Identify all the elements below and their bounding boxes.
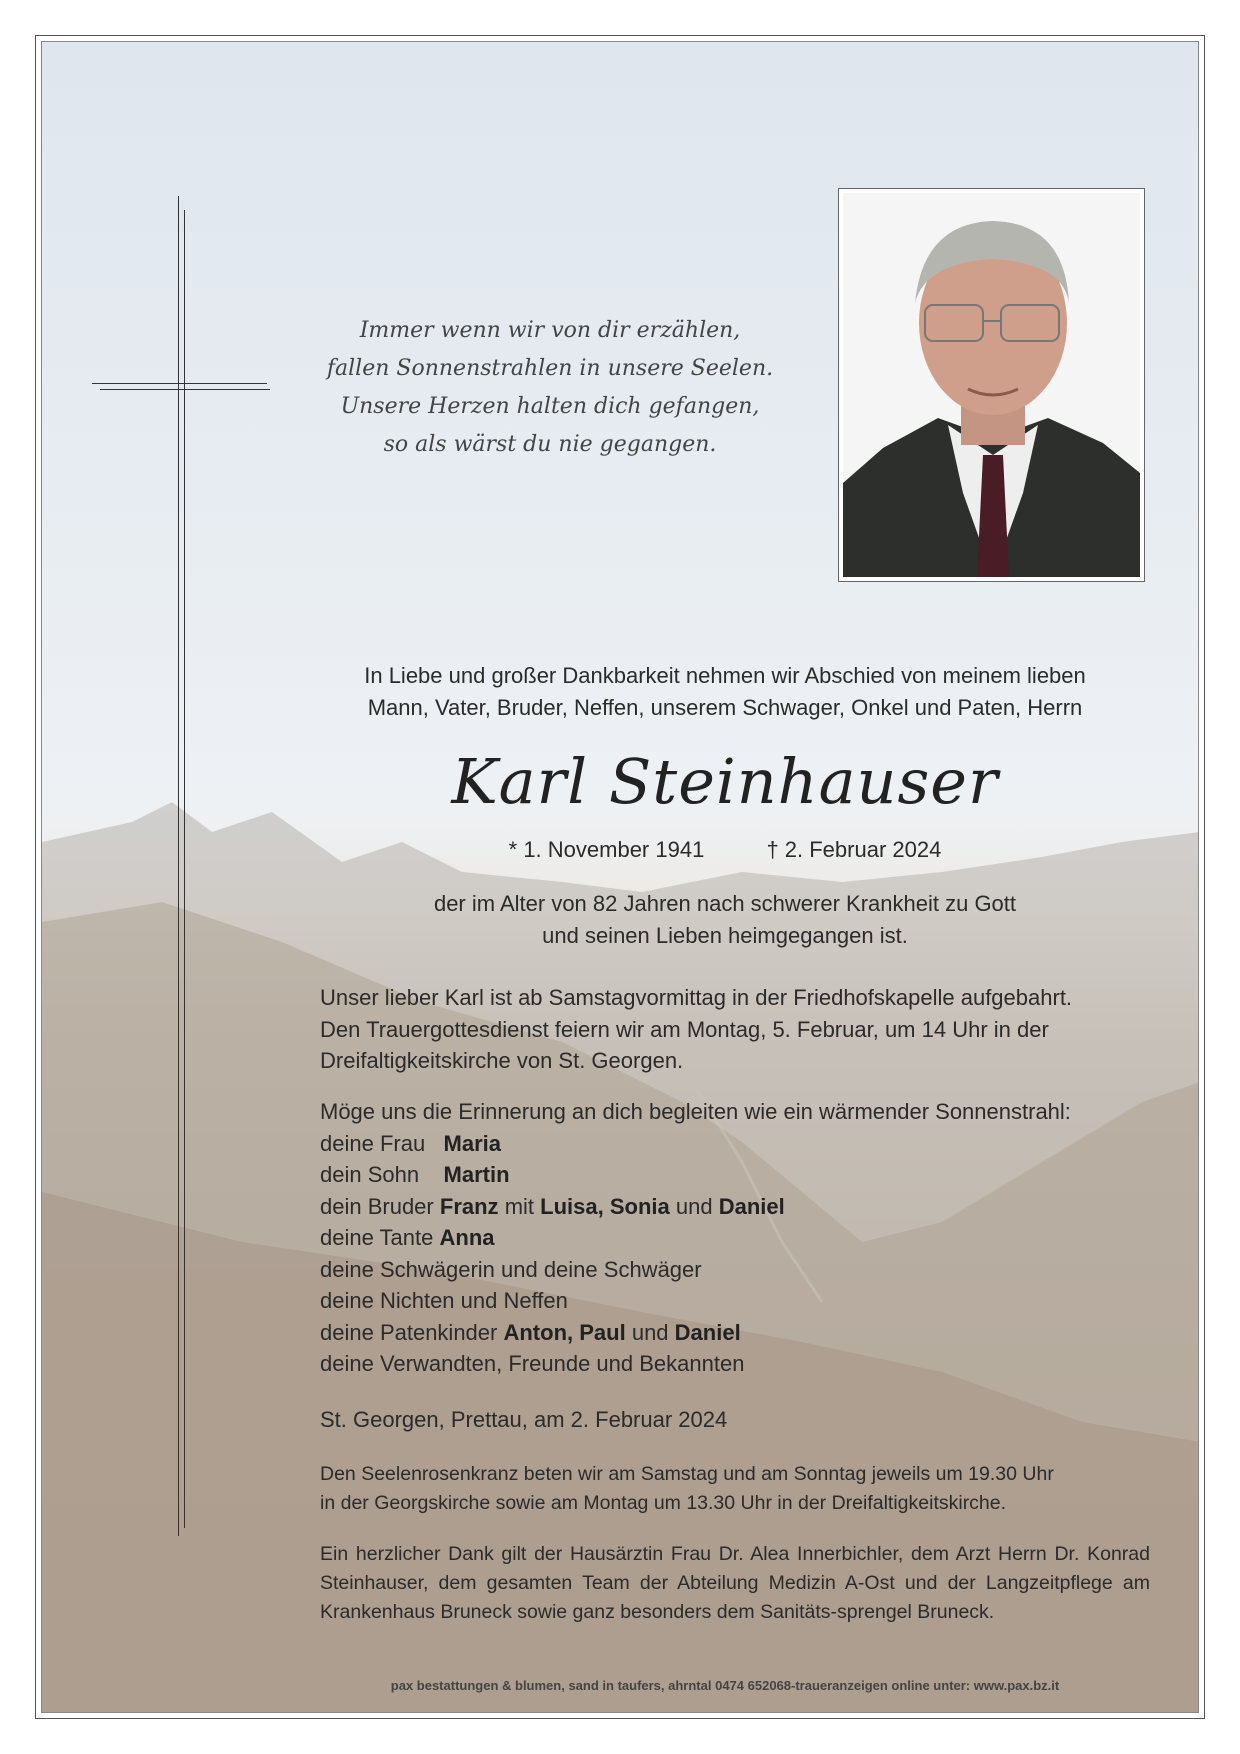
list-item: deine Verwandten, Freunde und Bekannten	[320, 1351, 745, 1376]
mourner-name: Anna	[439, 1225, 495, 1250]
cross-horizontal-line-inner	[100, 389, 270, 390]
mourner-name: Franz	[439, 1193, 499, 1219]
mourners-intro: Möge uns die Erinnerung an dich begleiten wie ein wärmender Sonnenstrahl:	[320, 1099, 1071, 1124]
connector-text: und	[675, 1193, 713, 1219]
passing-line: und seinen Lieben heimgegangen ist.	[542, 923, 908, 948]
passing-text	[300, 888, 1150, 952]
list-item	[320, 1159, 1150, 1191]
portrait-photo	[843, 193, 1140, 577]
list-item	[320, 1128, 1150, 1160]
list-item	[320, 1191, 1150, 1223]
list-item	[320, 1222, 1150, 1254]
passing-line: der im Alter von 82 Jahren nach schwerer Krankheit zu Gott	[433, 891, 1017, 916]
intro-line: Mann, Vater, Bruder, Neffen, unserem Schwager, Onkel und Paten, Herrn	[367, 695, 1083, 720]
intro-text	[300, 660, 1150, 724]
rosary-line: Den Seelenrosenkranz beten wir am Samstag und am Sonntag jeweils um 19.30 Uhr	[320, 1463, 1054, 1485]
intro-line: In Liebe und großer Dankbarkeit nehmen wir Abschied von meinem lieben	[364, 663, 1086, 688]
relation-label: deine Patenkinder	[320, 1319, 498, 1345]
funeral-line: Den Trauergottesdienst feiern wir am Montag, 5. Februar, um 14 Uhr in der	[320, 1016, 1049, 1042]
memorial-poem	[300, 312, 800, 464]
list-item: deine Nichten und Neffen	[320, 1288, 568, 1313]
connector-text: mit	[504, 1193, 535, 1219]
place-and-date: St. Georgen, Prettau, am 2. Februar 2024	[320, 1407, 728, 1432]
cross-vertical-line-inner	[184, 210, 185, 1528]
poem-line: so als wärst du nie gegangen.	[383, 432, 717, 457]
relation-label: dein Bruder	[320, 1193, 434, 1219]
rosary-line: in der Georgskirche sowie am Montag um 13.30 Uhr in der Dreifaltigkeitskirche.	[320, 1492, 1007, 1514]
funeral-info	[320, 982, 1150, 1077]
poem-line: Immer wenn wir von dir erzählen,	[359, 318, 741, 343]
portrait-frame	[838, 188, 1145, 582]
life-dates	[300, 834, 1150, 866]
mourner-name: Daniel	[718, 1193, 785, 1219]
mourner-name: Martin	[443, 1162, 510, 1187]
connector-text: und	[631, 1319, 669, 1345]
relation-label: deine Frau	[320, 1130, 426, 1156]
mourner-name: Daniel	[674, 1319, 741, 1345]
relation-label: deine Tante	[320, 1225, 434, 1250]
funeral-line: Dreifaltigkeitskirche von St. Georgen.	[320, 1048, 684, 1073]
mourner-name: Luisa, Sonia	[540, 1193, 670, 1219]
rosary-info	[320, 1460, 1150, 1518]
list-item: deine Schwägerin und deine Schwäger	[320, 1256, 702, 1282]
cross-vertical-line	[178, 196, 179, 1536]
mourner-name: Anton, Paul	[503, 1319, 626, 1345]
deceased-name: Karl Steinhauser	[451, 745, 999, 818]
mourner-name: Maria	[443, 1130, 502, 1156]
mourners-list	[320, 1096, 1150, 1380]
list-item	[320, 1317, 1150, 1349]
poem-line: Unsere Herzen halten dich gefangen,	[340, 394, 760, 419]
relation-label: dein Sohn	[320, 1162, 420, 1187]
cross-horizontal-line	[92, 383, 267, 384]
poem-line: fallen Sonnenstrahlen in unsere Seelen.	[326, 356, 774, 381]
footer-imprint: pax bestattungen & blumen, sand in taufers, ahrntal 0474 652068-traueranzeigen online unter: www.pax.bz.it	[390, 1678, 1060, 1693]
funeral-line: Unser lieber Karl ist ab Samstagvormittag in der Friedhofskapelle aufgebahrt.	[320, 985, 1073, 1010]
thanks-text: Ein herzlicher Dank gilt der Hausärztin Frau Dr. Alea Innerbichler, dem Arzt Herrn Dr. Konrad Steinhauser, dem gesamten Team der Abteilung Medizin A-Ost und der Langzeitpflege am Krankenhaus Bruneck sowie ganz besonders dem Sanitäts-sprengel Bruneck.	[320, 1543, 1150, 1623]
death-date: † 2. Februar 2024	[766, 837, 942, 862]
birth-date: * 1. November 1941	[508, 837, 705, 862]
